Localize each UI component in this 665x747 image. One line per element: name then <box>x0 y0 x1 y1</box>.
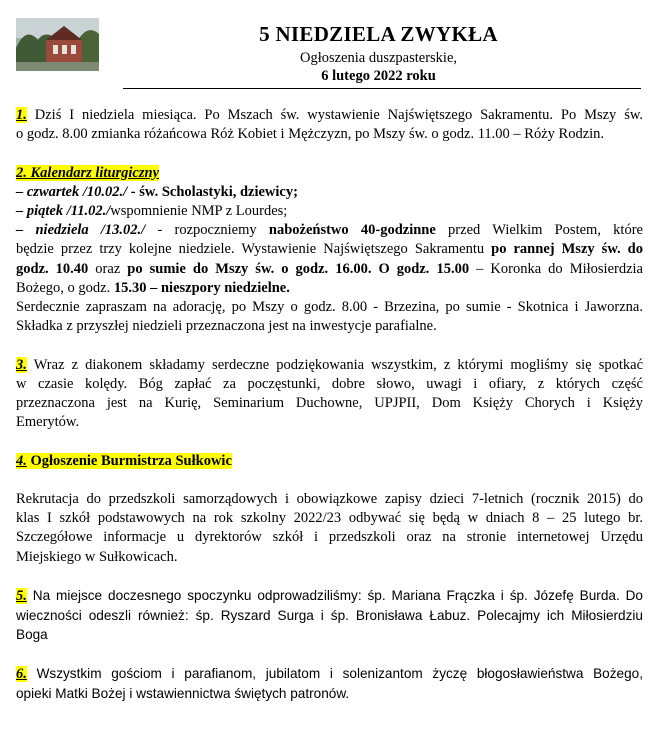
section-3-line-1: 3. Wraz z diakonem składamy serdeczne podziękowania wszystkim, z którymi mogliśmy się spotkać <box>16 356 643 373</box>
section-4-heading: 4. Ogłoszenie Burmistrza Sułkowic <box>16 452 232 469</box>
section-5-line-3: Boga <box>16 627 48 643</box>
bulletin-header <box>16 14 641 88</box>
section-6-line-2: opieki Matki Bożej i wstawiennictwa świętych patronów. <box>16 686 350 701</box>
section-3-line-3: przeznaczona jest na Kurię, Seminarium Duchowne, UPJPII, Dom Księży Chorych i Księży <box>16 395 643 412</box>
section-3-line-4: Emerytów. <box>16 414 80 431</box>
section-6-line-1: 6. Wszystkim gościom i parafianom, jubilatom i solenizantom życzę błogosławieństwa Bożego, <box>16 665 643 682</box>
section-4-line-3: Szczegółowe informacje u dyrektorów szkół i przedszkoli oraz na stronie internetowej Urzędu <box>16 529 643 546</box>
section-2-line-6: Składka z przyszłej niedzieli przeznaczona jest na inwestycje parafialne. <box>16 318 437 335</box>
header-divider <box>123 88 641 89</box>
friday-entry: – piątek /11.02./wspomnienie NMP z Lourdes; <box>16 203 288 219</box>
section-2-line-5: Serdecznie zapraszam na adorację, po Mszy o godz. 8.00 - Brzezina, po sumie - Skotnica i Jaworzna. <box>16 299 643 316</box>
page-date: 6 lutego 2022 roku <box>321 68 436 84</box>
announcements <box>16 106 643 703</box>
section-5-line-2: wieczności odeszli również: śp. Ryszard Surga i śp. Bronisława Łabuz. Polecajmy ich Miłosierdziu <box>16 608 643 624</box>
section-4-number: 4. <box>16 452 27 469</box>
church-photo <box>16 18 99 71</box>
section-2-heading: 2. Kalendarz liturgiczny <box>16 164 160 181</box>
thursday-entry: – czwartek /10.02./ - św. Scholastyki, dziewicy; <box>16 183 298 200</box>
section-5-number: 5. <box>16 588 27 604</box>
section-2-line-3: godz. 10.40 oraz po sumie do Mszy św. o godz. 16.00. O godz. 15.00 – Koronka do Miłosierdzia <box>16 260 643 277</box>
sunday-entry: – niedziela /13.02./ - rozpoczniemy nabożeństwo 40-godzinne przed Wielkim Postem, które <box>16 222 643 239</box>
section-1-line-2: o godz. 8.00 zmianka różańcowa Róż Kobiet i Mężczyzn, po Mszy św. o godz. 11.00 – Róży Rodzin. <box>16 126 605 143</box>
section-2-line-4: Bożego, o godz. 15.30 – nieszpory niedzielne. <box>16 279 290 296</box>
section-4-line-1: Rekrutacja do przedszkoli samorządowych i obowiązkowe zapisy dzieci 7-letnich (rocznik 2015) do <box>16 491 643 507</box>
page-subtitle: Ogłoszenia duszpasterskie, <box>299 50 458 66</box>
section-3-line-2: w czasie kolędy. Bóg zapłać za poczęstunki, dobre słowo, uwagi i ofiary, z których część <box>16 375 643 392</box>
page-title: 5 NIEDZIELA ZWYKŁA <box>259 22 498 46</box>
section-2-line-2: będzie przez trzy kolejne niedziele. Wystawienie Najświętszego Sakramentu po rannej Mszy św. do <box>16 241 643 258</box>
section-5-line-1: 5. Na miejsce doczesnego spoczynku odprowadziliśmy: śp. Mariana Frączka i śp. Józefę Burda. Do <box>16 588 643 604</box>
section-4-line-4: Miejskiego w Sułkowicach. <box>16 548 178 565</box>
section-4-line-2: klas I szkół podstawowych na rok szkolny 2022/23 odbywać się będą w dniach 8 – 25 lutego br. <box>16 510 643 527</box>
section-6-number: 6. <box>16 665 27 682</box>
section-1-line-1: 1. Dziś I niedziela miesiąca. Po Mszach św. wystawienie Najświętszego Sakramentu. Po Mszy św. <box>16 107 643 123</box>
section-1-number: 1. <box>16 107 27 123</box>
section-3-number: 3. <box>16 356 27 373</box>
